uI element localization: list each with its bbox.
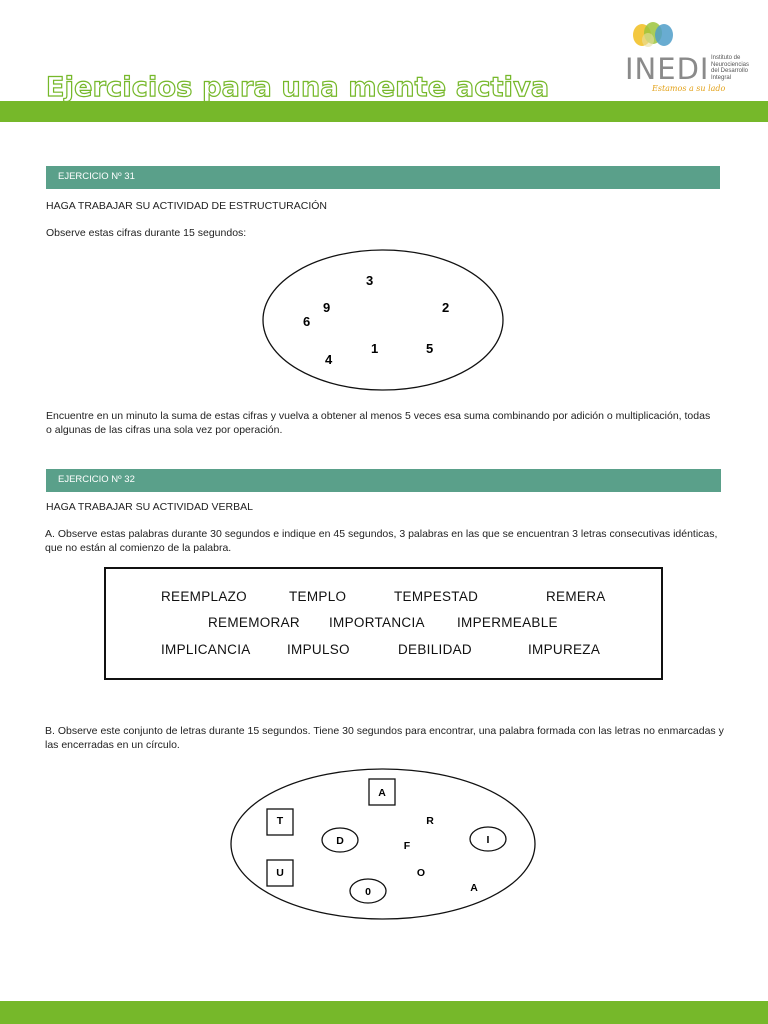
logo-subtitle-line: Integral xyxy=(711,74,732,81)
free-letter: R xyxy=(426,815,434,827)
exercise-31-heading: EJERCICIO Nº 31 xyxy=(46,166,720,189)
word-item: TEMPLO xyxy=(289,589,347,604)
word-item: TEMPESTAD xyxy=(394,589,479,604)
exercise-32-subtitle: HAGA TRABAJAR SU ACTIVIDAD VERBAL xyxy=(46,501,253,513)
word-item: IMPUREZA xyxy=(528,642,601,657)
exercise-31-instruction: Observe estas cifras durante 15 segundos: xyxy=(46,227,247,239)
logo-subtitle-line: Neurociencias xyxy=(711,61,750,68)
letters-ellipse-figure xyxy=(225,766,541,926)
exercise-32-heading: EJERCICIO Nº 32 xyxy=(46,469,721,492)
word-item: IMPORTANCIA xyxy=(329,615,425,630)
boxed-letter: A xyxy=(378,787,386,799)
digit: 3 xyxy=(366,273,374,288)
circled-letter: D xyxy=(336,835,344,847)
logo-subtitle-line: del Desarrollo xyxy=(711,68,749,74)
footer-green-band xyxy=(0,1001,768,1024)
logo-subtitle xyxy=(711,55,761,81)
word-item: IMPERMEABLE xyxy=(457,615,558,630)
free-letter: A xyxy=(470,882,478,894)
word-item: REMERA xyxy=(546,589,606,604)
logo-subtitle-line: Instituto de xyxy=(711,55,741,61)
boxed-letter: U xyxy=(276,867,284,879)
free-letter: O xyxy=(416,867,426,879)
word-list-box xyxy=(104,567,663,680)
digit: 5 xyxy=(426,341,434,356)
word-item: DEBILIDAD xyxy=(398,642,472,657)
exercise-32-part-b: B. Observe este conjunto de letras durante 15 segundos. Tiene 30 segundos para encontrar, una palabra formada con las letras no enmarcadas y las encerradas en un círculo. xyxy=(45,725,724,751)
digit: 9 xyxy=(323,300,331,315)
word-item: REMEMORAR xyxy=(208,615,300,630)
exercise-31-task: Encuentre en un minuto la suma de estas cifras y vuelva a obtener al menos 5 veces esa suma combinando por adición o multiplicación, todas o algunas de las cifras una sola vez por operación. xyxy=(46,410,711,436)
word-item: IMPLICANCIA xyxy=(161,642,251,657)
digit: 4 xyxy=(325,352,333,367)
digit: 6 xyxy=(303,314,311,329)
exercise-32-part-a: A. Observe estas palabras durante 30 segundos e indique en 45 segundos, 3 palabras en las que se encuentran 3 letras consecutivas idénticas, que no están al comienzo de la palabra. xyxy=(45,528,718,554)
page-title: Ejercicios para una mente activa xyxy=(46,72,550,103)
digit: 1 xyxy=(371,341,379,356)
logo-slogan: Estamos a su lado xyxy=(652,84,726,93)
header-green-band xyxy=(0,101,768,122)
circled-letter: 0 xyxy=(365,886,371,898)
free-letter: F xyxy=(403,840,411,852)
exercise-31-subtitle: HAGA TRABAJAR SU ACTIVIDAD DE ESTRUCTURACIÓN xyxy=(46,200,328,212)
digits-ellipse xyxy=(263,250,503,390)
digits-ellipse-figure xyxy=(255,245,511,395)
word-item: IMPULSO xyxy=(287,642,350,657)
digit: 2 xyxy=(442,300,450,315)
word-item: REEMPLAZO xyxy=(161,589,247,604)
circled-letter: I xyxy=(486,834,490,846)
boxed-letter: T xyxy=(276,815,284,827)
logo-wordmark: INEDI xyxy=(625,52,710,86)
